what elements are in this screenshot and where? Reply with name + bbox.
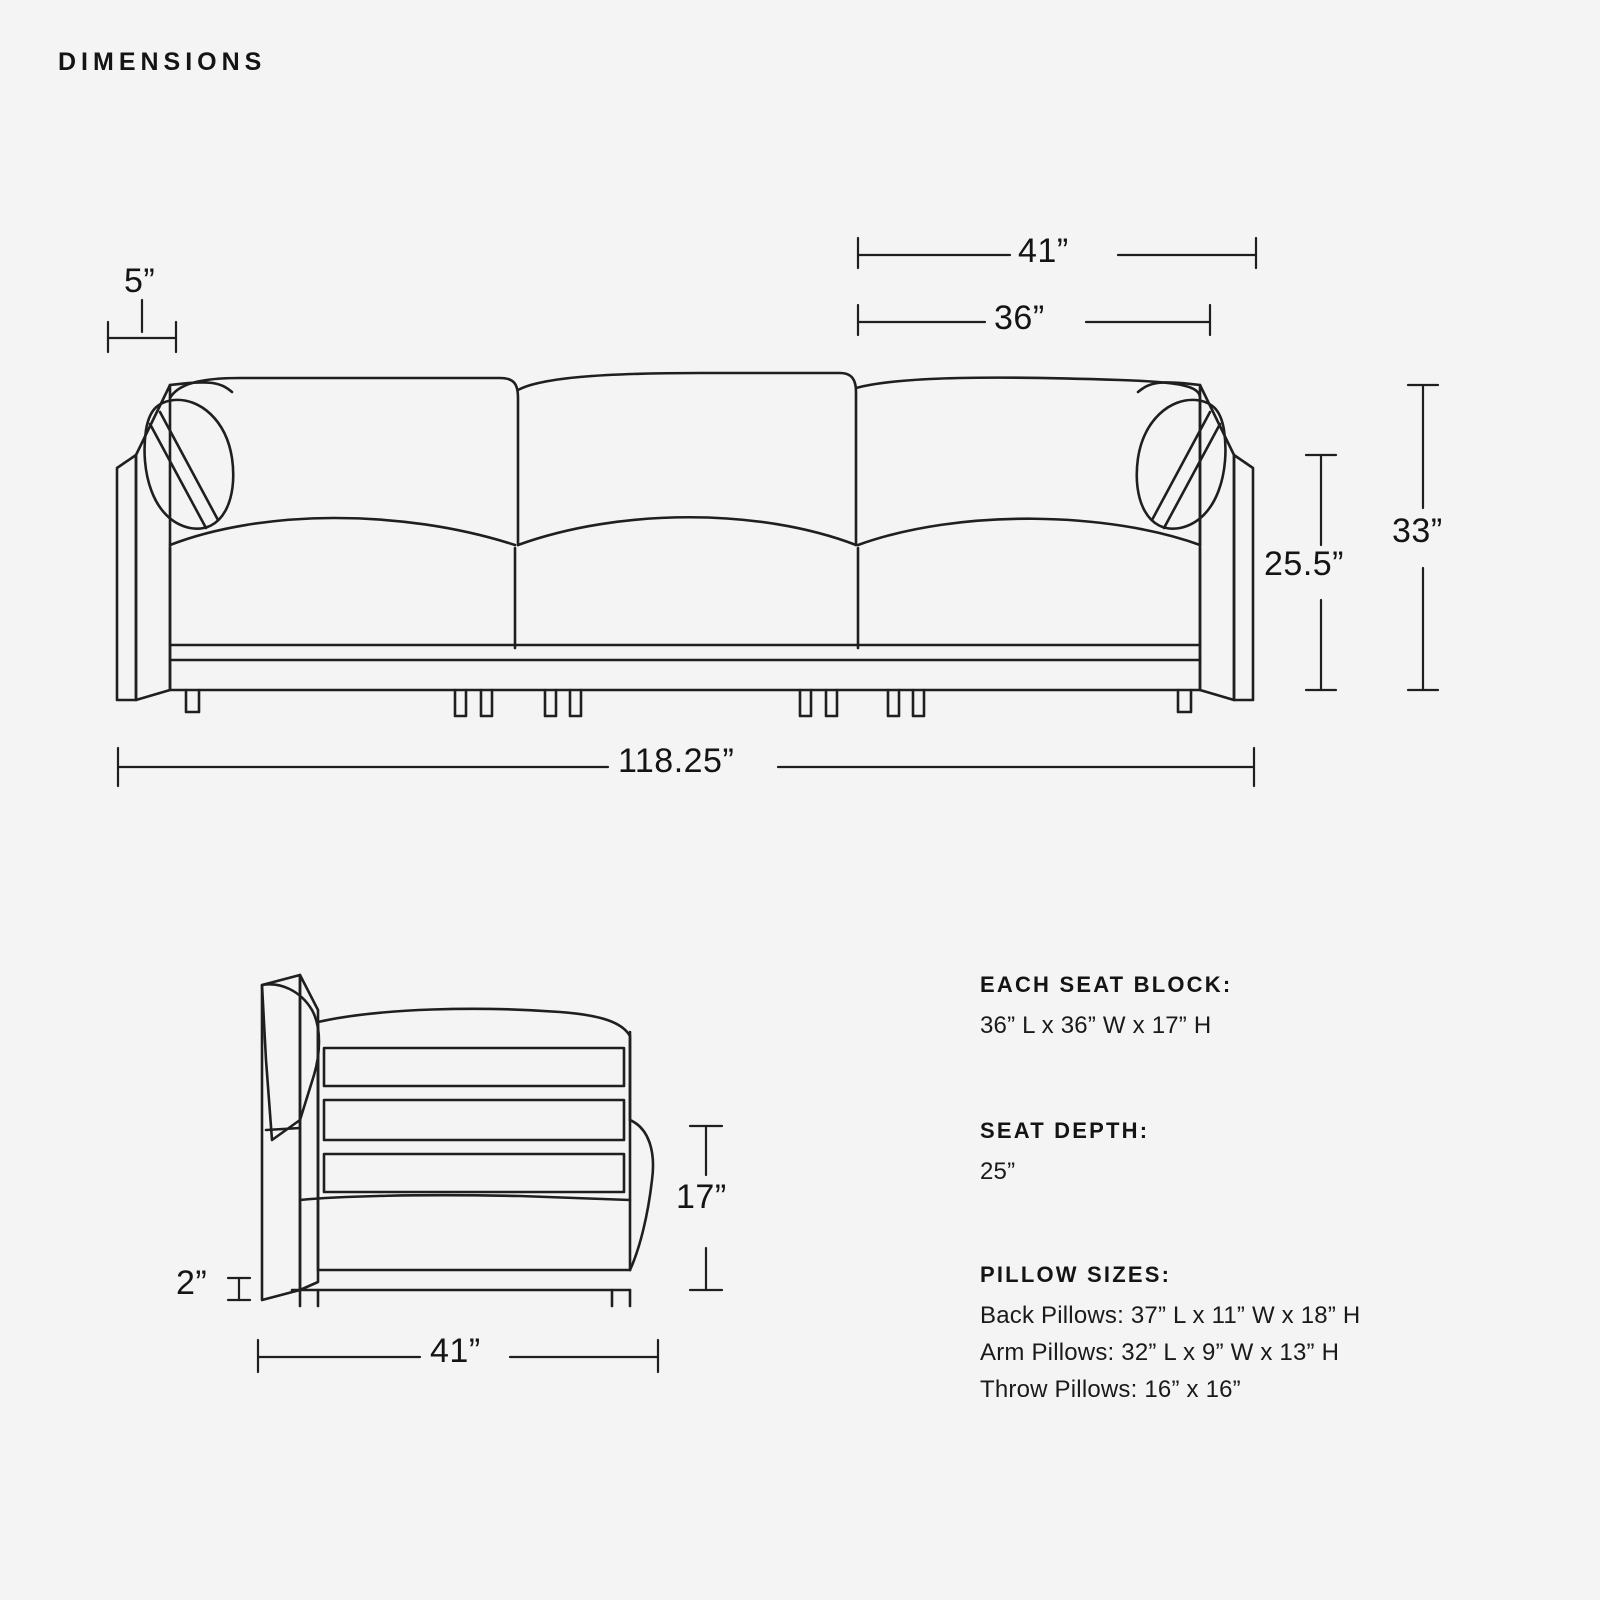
- dim-seat-block-width-top: 36”: [994, 299, 1045, 337]
- spec-heading: PILLOW SIZES:: [980, 1262, 1172, 1287]
- dim-seat-height: 17”: [676, 1178, 727, 1216]
- spec-line: Arm Pillows: 32” L x 9” W x 13” H: [980, 1339, 1340, 1366]
- spec-seat-depth: [980, 1118, 1149, 1195]
- dim-seat-back-height: 25.5”: [1264, 545, 1344, 583]
- spec-heading: SEAT DEPTH:: [980, 1118, 1150, 1143]
- dim-leg-height: 2”: [176, 1264, 208, 1302]
- dim-overall-width: 118.25”: [618, 742, 735, 780]
- dim-seat-block-depth-top: 41”: [1018, 232, 1069, 270]
- dim-overall-depth: 41”: [430, 1332, 481, 1370]
- spec-pillow-sizes: [980, 1262, 1360, 1413]
- spec-line: Throw Pillows: 16” x 16”: [980, 1376, 1241, 1403]
- spec-line: Back Pillows: 37” L x 11” W x 18” H: [980, 1302, 1361, 1329]
- spec-line: 25”: [980, 1158, 1016, 1185]
- page-title: DIMENSIONS: [58, 48, 267, 76]
- spec-line: 36” L x 36” W x 17” H: [980, 1012, 1212, 1039]
- spec-each-seat-block: [980, 972, 1232, 1049]
- dim-back-height: 33”: [1392, 512, 1443, 550]
- spec-heading: EACH SEAT BLOCK:: [980, 972, 1233, 997]
- dim-arm-width: 5”: [124, 262, 156, 300]
